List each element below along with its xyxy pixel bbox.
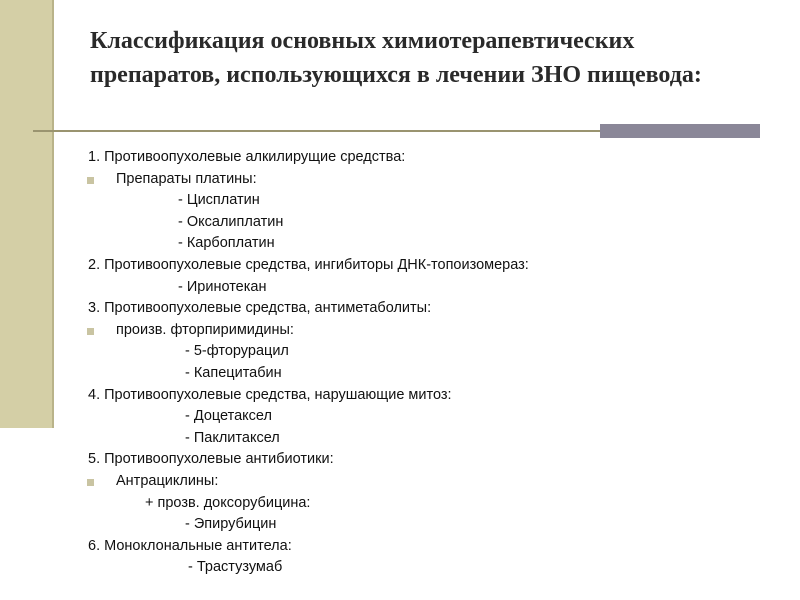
left-decor-bar (0, 0, 53, 428)
list-item-drug: - Оксалиплатин (178, 213, 284, 230)
list-item-heading: 5. Противоопухолевые антибиотики: (88, 451, 334, 468)
slide-content (88, 147, 788, 579)
list-item-drug: - Эпирубицин (185, 516, 277, 533)
list-item-drug: - Иринотекан (178, 278, 267, 295)
list-item-heading: 3. Противоопухолевые средства, антиметаболиты: (88, 300, 432, 317)
list-item-drug: - Паклитаксел (185, 429, 280, 446)
slide-title: Классификация основных химиотерапевтических препаратов, использующихся в лечении ЗНО пищевода: (90, 28, 702, 88)
list-item-bullet: Антрациклины: (88, 471, 788, 493)
list-item-bullet: Препараты платины: (88, 169, 788, 191)
list-item-drug: - Капецитабин (185, 364, 282, 381)
list-item-drug: - Цисплатин (178, 192, 260, 209)
list-item-heading: 1. Противоопухолевые алкилирущие средства: (88, 149, 406, 165)
left-decor-bar-edge (52, 0, 54, 428)
list-item-drug: - 5-фторурацил (185, 343, 289, 360)
list-item-drug: - Трастузумаб (188, 559, 283, 576)
list-item-bullet: произв. фторпиримидины: (88, 320, 788, 342)
list-item-drug: - Карбоплатин (178, 235, 275, 252)
list-item-heading: 6. Моноклональные антитела: (88, 537, 292, 554)
square-bullet-icon (87, 177, 94, 184)
list-item-heading: 4. Противоопухолевые средства, нарушающие митоз: (88, 386, 452, 403)
list-item-heading: 2. Противоопухолевые средства, ингибиторы ДНК-топоизомераз: (88, 256, 529, 273)
square-bullet-icon (87, 479, 94, 486)
title-divider-block (600, 124, 760, 138)
list-item-subgroup: + прозв. доксорубицина: (145, 494, 311, 511)
square-bullet-icon (87, 328, 94, 335)
list-item-drug: - Доцетаксел (185, 408, 272, 425)
